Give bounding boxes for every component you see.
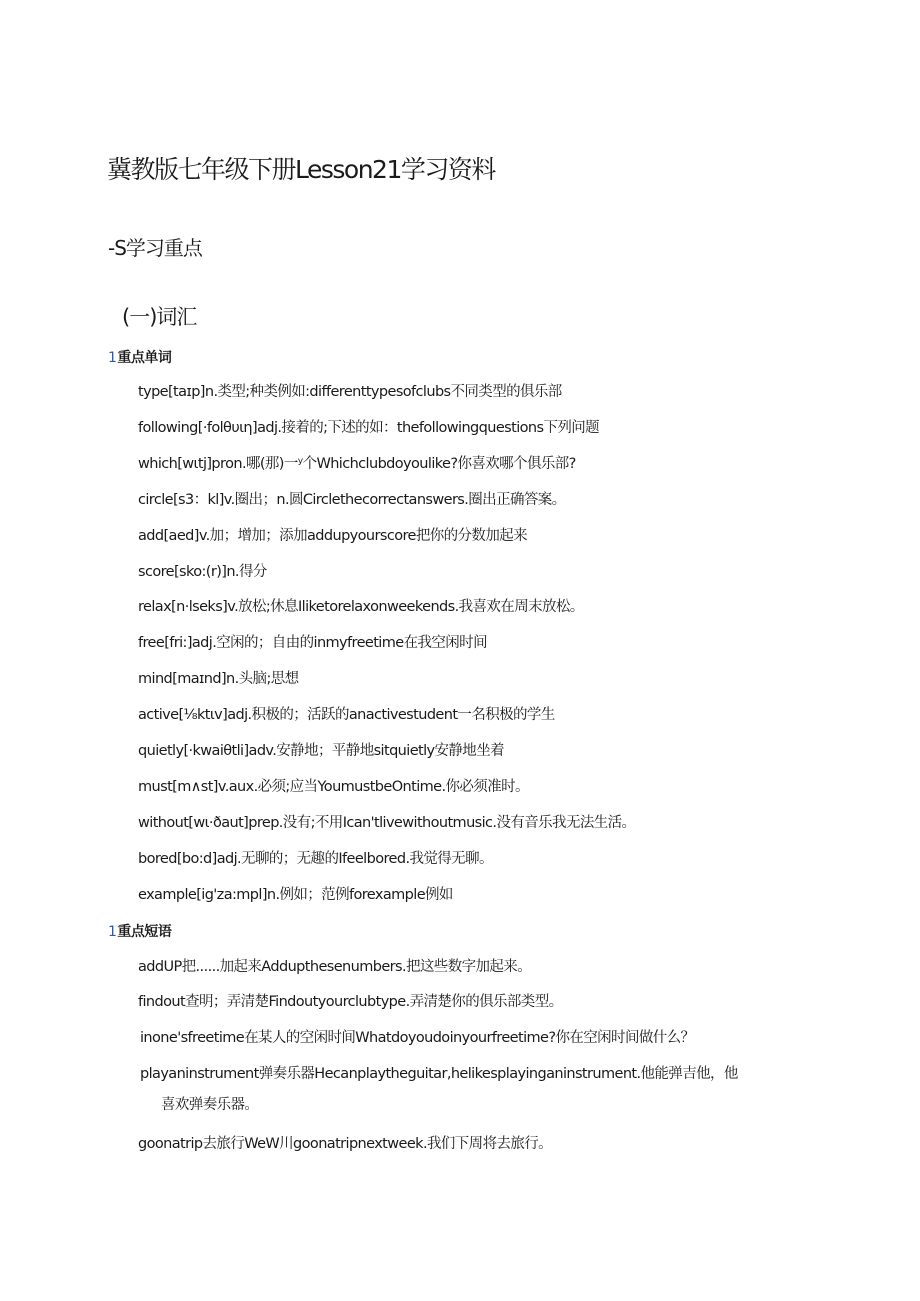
words-group-title: 重点单词: [117, 350, 172, 366]
word-entry-without: without[wι·ðaut]prep.没有;不用Ican'tlivewithoutmusic.没有音乐我无法生活。: [138, 815, 636, 831]
phrases-group-number: 1: [108, 924, 117, 940]
word-entry-bored: bored[bo:d]adj.无聊的；无趣的Ifeelbored.我觉得无聊。: [138, 851, 493, 867]
document-title: 冀教版七年级下册Lesson21学习资料: [107, 155, 495, 184]
phrase-entry-play-instrument-line2: 喜欢弹奏乐器。: [161, 1097, 259, 1113]
phrase-entry-play-instrument-line1: playaninstrument弹奏乐器Hecanplaytheguitar,helikesplayinganinstrument.他能弹吉他，他: [140, 1066, 738, 1082]
phrases-group-label: [108, 921, 171, 941]
word-entry-circle: circle[s3：kl]v.圈出；n.圆Circlethecorrectanswers.圈出正确答案。: [138, 492, 566, 508]
subsection-heading: (一)词汇: [122, 305, 197, 329]
word-entry-add: add[aed]v.加；增加；添加addupyourscore把你的分数加起来: [138, 528, 528, 544]
phrase-entry-add-up: addUP把......加起来Addupthesenumbers.把这些数字加起来。: [138, 959, 532, 975]
words-group-label: [108, 347, 171, 367]
phrase-entry-go-on-trip: goonatrip去旅行WeW川goonatripnextweek.我们下周将去旅行。: [138, 1136, 553, 1152]
word-entry-type: type[taɪp]n.类型;种类例如:differenttypesofclubs不同类型的俱乐部: [138, 384, 562, 400]
word-entry-free: free[fri:]adj.空闲的；自由的inmyfreetime在我空闲时间: [138, 635, 487, 651]
word-entry-which: which[wιtj]pron.哪(那)一ʸ个Whichclubdoyoulike?你喜欢哪个俱乐部?: [138, 456, 576, 472]
phrase-entry-free-time: inone'sfreetime在某人的空闲时间Whatdoyoudoinyourfreetime?你在空闲时间做什么？: [140, 1030, 695, 1046]
phrase-entry-find-out: findout查明；弄清楚Findoutyourclubtype.弄清楚你的俱乐部类型。: [138, 994, 563, 1010]
section-heading: -S学习重点: [108, 236, 202, 260]
word-entry-quietly: quietly[·kwaiθtli]adv.安静地；平静地sitquietly安静地坐着: [138, 743, 505, 759]
word-entry-must: must[m∧st]v.aux.必须;应当YoumustbeOntime.你必须准时。: [138, 779, 529, 795]
word-entry-example: example[ig'za:mpl]n.例如；范例forexample例如: [138, 887, 453, 903]
word-entry-following: following[·folθυιη]adj.接着的;下述的如：thefollowingquestions下列问题: [138, 420, 600, 436]
word-entry-active: active[⅛ktιv]adj.积极的；活跃的anactivestudent一名积极的学生: [138, 707, 555, 723]
words-group-number: 1: [108, 350, 117, 366]
word-entry-mind: mind[maɪnd]n.头脑;思想: [138, 671, 299, 687]
word-entry-score: score[sko:(r)]n.得分: [138, 564, 267, 580]
word-entry-relax: relax[n·lseks]v.放松;休息Iliketorelaxonweekends.我喜欢在周末放松。: [138, 599, 584, 615]
phrases-group-title: 重点短语: [117, 924, 172, 940]
